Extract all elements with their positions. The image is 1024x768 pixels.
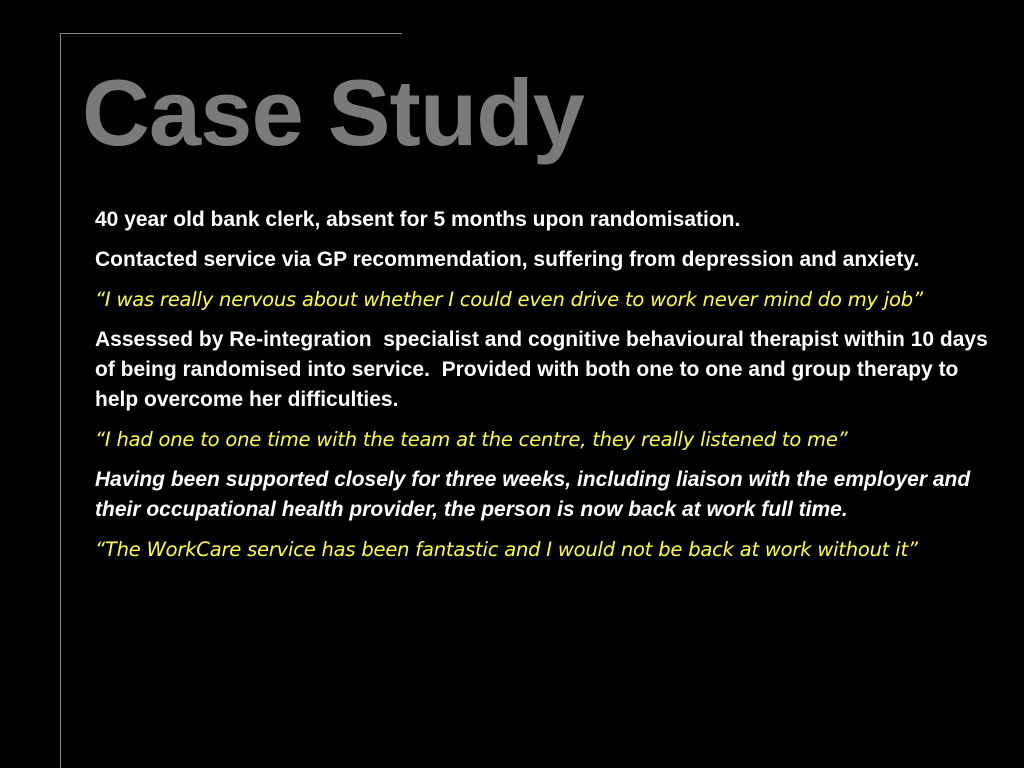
referral-details: Contacted service via GP recommendation, suffering from depression and anxiety. (95, 248, 920, 271)
case-summary: 40 year old bank clerk, absent for 5 months upon randomisation. (95, 208, 741, 231)
client-quote-workcare: “The WorkCare service has been fantastic and I would not be back at work without it” (95, 538, 918, 561)
slide-content (95, 205, 1000, 575)
client-quote-listened: “I had one to one time with the team at the centre, they really listened to me” (95, 428, 848, 451)
frame-line-top (60, 33, 402, 34)
outcome-summary: Having been supported closely for three weeks, including liaison with the employer and their occupational health provider, the person is now back at work full time. (95, 468, 971, 521)
client-quote-nervous: “I was really nervous about whether I could even drive to work never mind do my job” (95, 288, 923, 311)
assessment-details: Assessed by Re-integration specialist and cognitive behavioural therapist within 10 days of being randomised into service. Provided with both one to one and group therapy to help overcome her difficulties. (95, 328, 994, 411)
frame-line-left (60, 33, 61, 768)
slide-title: Case Study (82, 60, 584, 165)
